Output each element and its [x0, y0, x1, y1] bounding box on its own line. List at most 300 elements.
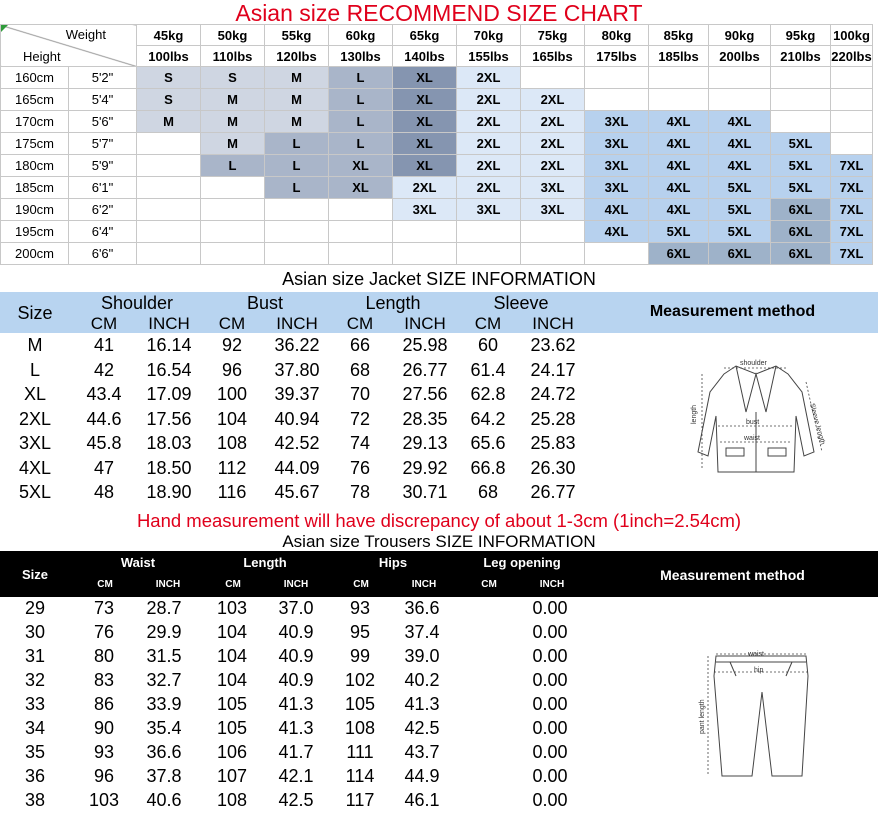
- size-cell: [831, 89, 873, 111]
- trousers-value: 42.5: [278, 790, 314, 810]
- height-cm: 165cm: [1, 89, 69, 111]
- size-cell: 5XL: [709, 221, 771, 243]
- trousers-value: 0.00: [532, 694, 568, 714]
- trousers-value: 39.0: [404, 646, 440, 666]
- trousers-value: 37.4: [404, 622, 440, 642]
- jacket-value: 61.4: [470, 359, 506, 380]
- size-cell: 2XL: [457, 67, 521, 89]
- height-ft: 5'4": [69, 89, 137, 111]
- size-cell: 6XL: [771, 243, 831, 265]
- trousers-value: 105: [216, 694, 248, 714]
- size-cell: 4XL: [649, 155, 709, 177]
- trousers-cm-label: CM: [353, 579, 369, 590]
- jacket-value: 26.77: [402, 359, 448, 380]
- height-cm: 200cm: [1, 243, 69, 265]
- trousers-value: 40.9: [278, 646, 314, 666]
- weight-kg: 85kg: [649, 25, 709, 46]
- height-cm: 180cm: [1, 155, 69, 177]
- size-cell: [137, 199, 201, 221]
- trousers-value: 106: [216, 742, 248, 762]
- trousers-value: 0.00: [532, 598, 568, 618]
- jacket-value: 64.2: [470, 408, 506, 429]
- jacket-method-label: Measurement method: [649, 303, 816, 320]
- trousers-value: 104: [216, 622, 248, 642]
- jacket-value: 100: [216, 384, 248, 404]
- trousers-size: 38: [24, 790, 46, 810]
- height-ft: 6'2": [69, 199, 137, 221]
- size-cell: L: [201, 155, 265, 177]
- trousers-value: 40.9: [278, 670, 314, 690]
- size-cell: 3XL: [585, 133, 649, 155]
- trousers-value: 43.7: [404, 742, 440, 762]
- trousers-value: 105: [216, 718, 248, 738]
- size-cell: S: [137, 89, 201, 111]
- trousers-value: 83: [93, 670, 115, 690]
- trousers-value: 33.9: [146, 694, 182, 714]
- height-row: [1, 111, 873, 133]
- trousers-group-length: Length: [243, 555, 287, 570]
- size-cell: [709, 67, 771, 89]
- jacket-value: 66.8: [470, 457, 506, 478]
- jacket-value: 43.4: [86, 384, 122, 404]
- weight-kg: 80kg: [585, 25, 649, 46]
- jacket-inch-label: INCH: [148, 314, 190, 333]
- trousers-value: 40.9: [278, 622, 314, 642]
- height-ft: 5'6": [69, 111, 137, 133]
- trousers-row: [0, 694, 600, 718]
- trousers-length-label: pant length: [699, 699, 706, 734]
- size-cell: L: [265, 177, 329, 199]
- trousers-value: 99: [349, 646, 371, 666]
- trousers-group-hips: Hips: [378, 555, 408, 570]
- jacket-value: 66: [349, 335, 371, 355]
- trousers-inch-label: INCH: [411, 579, 437, 590]
- size-cell: [521, 221, 585, 243]
- trousers-row: [0, 598, 600, 622]
- weight-height-corner: [1, 25, 137, 67]
- size-cell: M: [137, 111, 201, 133]
- size-cell: 2XL: [521, 133, 585, 155]
- jacket-row: [0, 360, 590, 385]
- size-cell: [457, 243, 521, 265]
- size-cell: [137, 221, 201, 243]
- trousers-value: 40.6: [146, 790, 182, 810]
- size-cell: [201, 177, 265, 199]
- trousers-row: [0, 718, 600, 742]
- size-cell: [329, 221, 393, 243]
- size-cell: 4XL: [649, 111, 709, 133]
- jacket-value: 74: [349, 433, 371, 453]
- corner-marker: [1, 25, 8, 32]
- size-cell: 7XL: [831, 177, 873, 199]
- jacket-size: M: [27, 335, 43, 355]
- height-ft: 5'7": [69, 133, 137, 155]
- height-ft: 6'6": [69, 243, 137, 265]
- jacket-cm-label: CM: [90, 314, 118, 333]
- weight-lbs: 140lbs: [393, 46, 457, 67]
- trousers-value: 35.4: [146, 718, 182, 738]
- jacket-value: 68: [349, 359, 371, 380]
- trousers-value: 46.1: [404, 790, 440, 810]
- size-cell: 4XL: [585, 199, 649, 221]
- trousers-value: 96: [93, 766, 115, 786]
- size-cell: [393, 243, 457, 265]
- height-ft: 6'1": [69, 177, 137, 199]
- size-cell: [649, 89, 709, 111]
- jacket-cm-label: CM: [218, 314, 246, 333]
- trousers-value: 80: [93, 646, 115, 666]
- trousers-cm-label: CM: [97, 579, 113, 590]
- size-cell: [585, 243, 649, 265]
- trousers-value: 41.7: [278, 742, 314, 762]
- size-cell: [393, 221, 457, 243]
- jacket-value: 48: [93, 482, 115, 502]
- height-row: [1, 133, 873, 155]
- jacket-group-bust: Bust: [246, 293, 284, 313]
- jacket-value: 26.77: [530, 482, 576, 502]
- size-cell: [265, 221, 329, 243]
- size-cell: L: [329, 67, 393, 89]
- jacket-value: 26.30: [530, 457, 576, 478]
- jacket-value: 116: [217, 482, 247, 502]
- size-cell: [137, 177, 201, 199]
- size-cell: 4XL: [585, 221, 649, 243]
- height-row: [1, 155, 873, 177]
- size-cell: [201, 221, 265, 243]
- jacket-value: 44.09: [274, 457, 320, 478]
- jacket-value: 27.56: [402, 384, 448, 404]
- trousers-value: 0.00: [532, 718, 568, 738]
- size-cell: S: [201, 67, 265, 89]
- jacket-row: [0, 458, 590, 483]
- size-cell: 5XL: [771, 155, 831, 177]
- size-cell: 5XL: [771, 133, 831, 155]
- size-cell: 2XL: [457, 155, 521, 177]
- size-cell: 6XL: [771, 199, 831, 221]
- size-cell: 2XL: [457, 133, 521, 155]
- jacket-group-length: Length: [365, 293, 421, 313]
- jacket-value: 104: [216, 408, 248, 429]
- size-cell: 5XL: [649, 221, 709, 243]
- jacket-value: 65.6: [470, 433, 506, 453]
- weight-kg: 60kg: [329, 25, 393, 46]
- trousers-value: 105: [344, 694, 376, 714]
- trousers-value: 0.00: [532, 766, 568, 786]
- trousers-value: 93: [349, 598, 371, 618]
- size-cell: 6XL: [771, 221, 831, 243]
- jacket-size: 4XL: [18, 457, 52, 478]
- jacket-group-sleeve: Sleeve: [493, 293, 549, 313]
- jacket-value: 108: [216, 433, 248, 453]
- height-cm: 195cm: [1, 221, 69, 243]
- weight-lbs: 120lbs: [265, 46, 329, 67]
- jacket-value: 30.71: [402, 482, 448, 502]
- size-cell: [585, 89, 649, 111]
- trousers-value: 0.00: [532, 646, 568, 666]
- trousers-size: 29: [24, 598, 46, 618]
- trousers-row: [0, 670, 600, 694]
- trousers-row: [0, 742, 600, 766]
- jacket-value: 44.6: [86, 408, 122, 429]
- jacket-value: 42.52: [274, 433, 320, 453]
- trousers-value: 44.9: [404, 766, 440, 786]
- trousers-waist-label: waist: [748, 651, 764, 658]
- jacket-row: [0, 335, 590, 360]
- size-cell: M: [201, 133, 265, 155]
- trousers-value: 0.00: [532, 670, 568, 690]
- trousers-value: 41.3: [404, 694, 440, 714]
- jacket-value: 37.80: [274, 359, 320, 380]
- weight-kg: 70kg: [457, 25, 521, 46]
- size-cell: [709, 89, 771, 111]
- height-row: [1, 89, 873, 111]
- size-cell: 6XL: [709, 243, 771, 265]
- jacket-size: L: [29, 359, 40, 380]
- size-cell: [649, 67, 709, 89]
- height-row: [1, 243, 873, 265]
- size-cell: [137, 133, 201, 155]
- trousers-value: 76: [93, 622, 115, 642]
- jacket-value: 92: [221, 335, 243, 355]
- trousers-size: 31: [24, 646, 46, 666]
- size-cell: [831, 67, 873, 89]
- weight-kg: 45kg: [137, 25, 201, 46]
- size-cell: 4XL: [649, 133, 709, 155]
- trousers-group-waist: Waist: [120, 555, 156, 570]
- height-cm: 160cm: [1, 67, 69, 89]
- weight-lbs: 210lbs: [771, 46, 831, 67]
- size-cell: 2XL: [393, 177, 457, 199]
- height-row: [1, 67, 873, 89]
- weight-kg: 55kg: [265, 25, 329, 46]
- weight-kg: 75kg: [521, 25, 585, 46]
- size-cell: 5XL: [709, 177, 771, 199]
- trousers-value: 104: [216, 646, 248, 666]
- weight-label: Weight: [65, 27, 106, 42]
- size-cell: 3XL: [585, 111, 649, 133]
- trousers-value: 86: [93, 694, 115, 714]
- trousers-value: 42.1: [278, 766, 314, 786]
- size-cell: [771, 67, 831, 89]
- trousers-value: 40.2: [404, 670, 440, 690]
- jacket-row: [0, 384, 590, 409]
- weight-lbs: 130lbs: [329, 46, 393, 67]
- size-cell: L: [329, 133, 393, 155]
- size-cell: [329, 243, 393, 265]
- size-cell: 2XL: [521, 155, 585, 177]
- trousers-hip-label: hip: [754, 667, 764, 674]
- jacket-value: 25.83: [530, 433, 576, 453]
- jacket-size: 3XL: [18, 433, 52, 453]
- jacket-inch-label: INCH: [276, 314, 318, 333]
- size-cell: [265, 243, 329, 265]
- jacket-size-header: Size: [17, 303, 53, 323]
- trousers-inch-label: INCH: [539, 579, 565, 590]
- jacket-waist-label: waist: [744, 435, 760, 442]
- size-cell: M: [265, 111, 329, 133]
- size-cell: 4XL: [709, 111, 771, 133]
- trousers-size: 36: [24, 766, 46, 786]
- jacket-row: [0, 482, 590, 507]
- measurement-warning: Hand measurement will have discrepancy of about 1-3cm (1inch=2.54cm): [136, 510, 742, 531]
- trousers-value: 108: [216, 790, 248, 810]
- jacket-size: XL: [23, 384, 47, 404]
- size-cell: 6XL: [649, 243, 709, 265]
- jacket-diagram: [676, 352, 836, 487]
- trousers-value: 103: [88, 790, 120, 810]
- size-cell: 7XL: [831, 243, 873, 265]
- jacket-value: 78: [349, 482, 371, 502]
- trousers-value: 114: [345, 766, 375, 786]
- trousers-size: 33: [24, 694, 46, 714]
- size-cell: L: [265, 155, 329, 177]
- size-cell: L: [265, 133, 329, 155]
- jacket-value: 62.8: [470, 384, 506, 404]
- height-cm: 170cm: [1, 111, 69, 133]
- size-cell: M: [265, 67, 329, 89]
- size-cell: 5XL: [771, 177, 831, 199]
- size-cell: XL: [329, 177, 393, 199]
- size-cell: S: [137, 67, 201, 89]
- trousers-title: Asian size Trousers SIZE INFORMATION: [282, 532, 596, 551]
- size-cell: 2XL: [457, 111, 521, 133]
- trousers-cm-label: CM: [225, 579, 241, 590]
- trousers-size: 30: [24, 622, 46, 642]
- jacket-value: 16.54: [146, 359, 192, 380]
- jacket-value: 39.37: [274, 384, 320, 404]
- jacket-value: 42: [93, 359, 115, 380]
- trousers-size-header: Size: [21, 567, 48, 582]
- jacket-group-shoulder: Shoulder: [100, 293, 174, 313]
- jacket-inch-label: INCH: [404, 314, 446, 333]
- jacket-sleeve-label: Sleeve length: [808, 402, 826, 446]
- weight-lbs: 175lbs: [585, 46, 649, 67]
- trousers-cm-label: CM: [481, 579, 497, 590]
- size-cell: 7XL: [831, 221, 873, 243]
- height-row: [1, 177, 873, 199]
- size-cell: 4XL: [649, 199, 709, 221]
- jacket-size: 2XL: [18, 408, 52, 429]
- jacket-cm-label: CM: [474, 314, 502, 333]
- size-cell: [329, 199, 393, 221]
- trousers-value: 107: [216, 766, 248, 786]
- jacket-shoulder-label: shoulder: [740, 360, 767, 367]
- trousers-value: 104: [216, 670, 248, 690]
- height-row: [1, 199, 873, 221]
- weight-lbs: 110lbs: [201, 46, 265, 67]
- height-cm: 190cm: [1, 199, 69, 221]
- trousers-row: [0, 766, 600, 790]
- jacket-value: 60: [477, 335, 499, 355]
- jacket-value: 24.72: [530, 384, 576, 404]
- size-cell: XL: [393, 111, 457, 133]
- trousers-value: 73: [93, 598, 115, 618]
- weight-kg: 65kg: [393, 25, 457, 46]
- size-cell: 4XL: [649, 177, 709, 199]
- size-cell: M: [201, 111, 265, 133]
- jacket-row: [0, 409, 590, 434]
- height-ft: 5'9": [69, 155, 137, 177]
- jacket-value: 18.50: [146, 457, 192, 478]
- trousers-value: 0.00: [532, 622, 568, 642]
- size-cell: [201, 243, 265, 265]
- weight-kg: 95kg: [771, 25, 831, 46]
- size-cell: M: [201, 89, 265, 111]
- jacket-value: 36.22: [274, 335, 320, 355]
- trousers-value: 29.9: [146, 622, 182, 642]
- trousers-inch-label: INCH: [155, 579, 181, 590]
- jacket-header: [0, 292, 878, 333]
- size-cell: [457, 221, 521, 243]
- trousers-size: 32: [24, 670, 46, 690]
- size-cell: L: [329, 111, 393, 133]
- jacket-value: 72: [349, 408, 371, 429]
- size-cell: 3XL: [393, 199, 457, 221]
- size-cell: 2XL: [521, 111, 585, 133]
- trousers-size: 34: [24, 718, 46, 738]
- size-cell: XL: [393, 89, 457, 111]
- size-cell: [585, 67, 649, 89]
- jacket-value: 29.13: [402, 433, 448, 453]
- trousers-value: 41.3: [278, 694, 314, 714]
- trousers-row: [0, 790, 600, 814]
- size-cell: 3XL: [521, 199, 585, 221]
- height-ft: 5'2": [69, 67, 137, 89]
- height-ft: 6'4": [69, 221, 137, 243]
- size-cell: [771, 89, 831, 111]
- size-cell: 3XL: [457, 199, 521, 221]
- trousers-value: 0.00: [532, 790, 568, 810]
- jacket-value: 18.90: [146, 482, 192, 502]
- jacket-value: 112: [217, 457, 247, 478]
- trousers-group-leg-opening: Leg opening: [483, 555, 561, 570]
- size-cell: 7XL: [831, 199, 873, 221]
- jacket-value: 28.35: [402, 408, 448, 429]
- size-cell: 3XL: [585, 177, 649, 199]
- size-cell: [521, 243, 585, 265]
- jacket-bust-label: bust: [746, 419, 760, 426]
- trousers-inch-label: INCH: [283, 579, 309, 590]
- weight-lbs: 155lbs: [457, 46, 521, 67]
- trousers-value: 42.5: [404, 718, 440, 738]
- trousers-header: [0, 551, 878, 597]
- trousers-row: [0, 646, 600, 670]
- size-cell: [771, 111, 831, 133]
- size-cell: L: [329, 89, 393, 111]
- size-cell: XL: [393, 133, 457, 155]
- jacket-length-label: length: [691, 404, 698, 424]
- jacket-title: Asian size Jacket SIZE INFORMATION: [282, 269, 596, 289]
- jacket-value: 47: [93, 457, 115, 478]
- trousers-value: 41.3: [278, 718, 314, 738]
- jacket-value: 23.62: [530, 335, 576, 355]
- size-cell: [521, 67, 585, 89]
- trousers-value: 36.6: [404, 598, 440, 618]
- height-cm: 185cm: [1, 177, 69, 199]
- jacket-row: [0, 433, 590, 458]
- trousers-value: 28.7: [146, 598, 182, 618]
- jacket-value: 16.14: [146, 335, 192, 355]
- height-label: Height: [23, 49, 61, 64]
- trousers-value: 111: [346, 742, 374, 762]
- size-cell: [137, 155, 201, 177]
- size-cell: 7XL: [831, 155, 873, 177]
- trousers-value: 95: [349, 622, 371, 642]
- jacket-value: 24.17: [530, 359, 576, 380]
- size-cell: [201, 199, 265, 221]
- jacket-value: 29.92: [402, 457, 448, 478]
- size-cell: 4XL: [709, 155, 771, 177]
